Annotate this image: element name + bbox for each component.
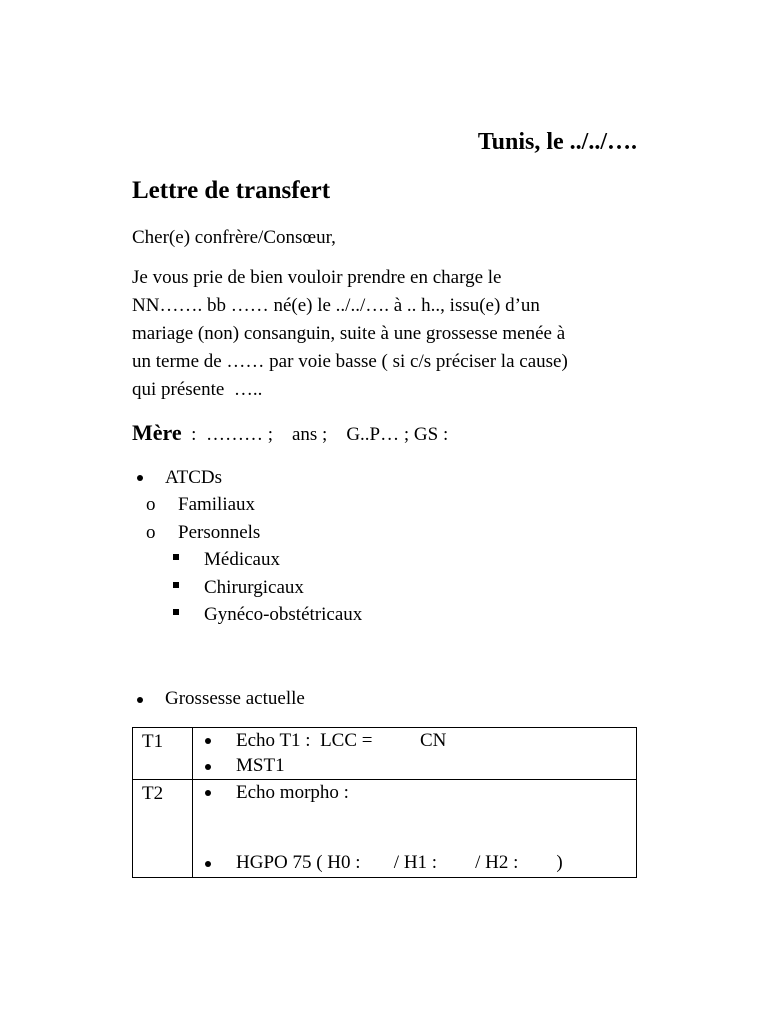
mother-line xyxy=(132,422,448,444)
table-row xyxy=(133,780,637,878)
body-line: Je vous prie de bien vouloir prendre en charge le xyxy=(132,267,502,288)
square-bullet-icon xyxy=(173,554,179,560)
mother-label: Mère xyxy=(132,420,182,445)
atcds-sub-item: Gynéco-obstétricaux xyxy=(204,604,363,625)
bullet-icon xyxy=(205,861,211,867)
bullet-icon xyxy=(205,790,211,796)
list-item-text: HGPO 75 ( H0 : / H1 : / H2 : ) xyxy=(236,852,563,873)
atcds-personnels: Personnels xyxy=(178,522,261,543)
list-item xyxy=(193,728,636,754)
list-item xyxy=(193,754,636,778)
body-line: qui présente ….. xyxy=(132,379,263,400)
grossesse-label: Grossesse actuelle xyxy=(165,688,305,709)
term-cell: T2 xyxy=(133,780,193,878)
list-item-text: Echo T1 : LCC = CN xyxy=(236,730,447,751)
content-cell xyxy=(193,728,637,780)
content-cell xyxy=(193,780,637,878)
bullet-icon xyxy=(137,697,143,703)
list-item-text: MST1 xyxy=(236,755,285,776)
circle-bullet-icon: o xyxy=(146,494,156,515)
circle-bullet-icon: o xyxy=(146,522,156,543)
bullet-icon xyxy=(137,475,143,481)
spacer xyxy=(193,806,636,851)
list-item xyxy=(193,851,636,875)
list-item-text: Echo morpho : xyxy=(236,782,349,803)
bullet-icon xyxy=(205,764,211,770)
letter-title: Lettre de transfert xyxy=(132,177,331,204)
pregnancy-table xyxy=(132,727,637,878)
term-cell: T1 xyxy=(133,728,193,780)
body-line: NN……. bb …… né(e) le ../../…. à .. h.., issu(e) d’un xyxy=(132,295,540,316)
body-line: mariage (non) consanguin, suite à une grossesse menée à xyxy=(132,323,566,344)
atcds-familiaux: Familiaux xyxy=(178,494,256,515)
body-line: un terme de …… par voie basse ( si c/s préciser la cause) xyxy=(132,351,568,372)
place-date: Tunis, le ../../…. xyxy=(477,129,637,155)
table-row xyxy=(133,728,637,780)
atcds-sub-item: Médicaux xyxy=(204,549,280,570)
list-item xyxy=(193,780,636,806)
atcds-label: ATCDs xyxy=(165,467,223,488)
atcds-sub-item: Chirurgicaux xyxy=(204,577,304,598)
mother-details: : ……… ; ans ; G..P… ; GS : xyxy=(181,424,449,445)
square-bullet-icon xyxy=(173,582,179,588)
bullet-icon xyxy=(205,738,211,744)
square-bullet-icon xyxy=(173,609,179,615)
greeting: Cher(e) confrère/Consœur, xyxy=(132,227,336,248)
